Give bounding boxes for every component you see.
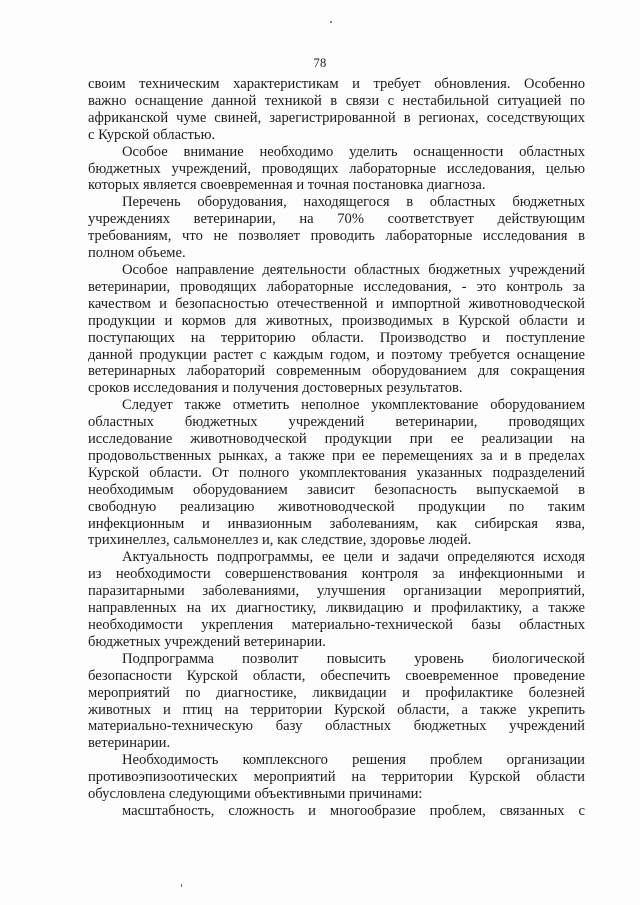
- paragraph: [88, 144, 585, 195]
- text-line: исследование животноводческой продукции при ее реализации на: [88, 431, 585, 448]
- scan-speck: [181, 884, 182, 887]
- text-line: трихинеллез, сальмонеллез и, как следствие, здоровье людей.: [88, 532, 472, 549]
- text-line: ветеринарии, проводящих лабораторные исследования, - это контроль за: [88, 278, 585, 295]
- text-line: направленных на их диагностику, ликвидацию и профилактику, а также: [88, 600, 585, 617]
- text-line: Актуальность подпрограммы, ее цели и задачи определяются исходя: [122, 549, 585, 566]
- text-line: продукции и кормов для животных, производимых в Курской области и: [88, 312, 585, 329]
- text-line: обусловлена следующими объективными причинами:: [88, 786, 423, 803]
- text-line: Перечень оборудования, находящегося в областных бюджетных: [122, 194, 585, 211]
- paragraph: [88, 549, 585, 650]
- text-line: материально-техническую базу областных бюджетных учреждений: [88, 718, 585, 735]
- text-line: паразитарными заболеваниями, улучшения организации мероприятий,: [88, 583, 585, 600]
- text-line: учреждениях ветеринарии, на 70% соответствует действующим: [88, 211, 585, 228]
- text-line: масштабность, сложность и многообразие проблем, связанных с: [122, 802, 585, 819]
- paragraph: [88, 194, 585, 262]
- text-line: Следует также отметить неполное укомплектование оборудованием: [122, 397, 585, 414]
- paragraph: [88, 803, 585, 820]
- text-line: бюджетных учреждений, проводящих лабораторные исследования, целью: [88, 160, 585, 177]
- paragraph: [88, 262, 585, 397]
- text-line: важно оснащение данной техникой в связи с нестабильной ситуацией по: [88, 92, 585, 109]
- scan-speck: [330, 21, 332, 23]
- text-line: Необходимость комплексного решения проблем организации: [122, 752, 585, 769]
- text-line: продовольственных рынках, а также при ее перемещениях за и в пределах: [88, 447, 585, 464]
- text-line: из необходимости совершенствования контроля за инфекционными и: [88, 566, 585, 583]
- text-line: поступающих на территорию области. Производство и поступление: [88, 329, 585, 346]
- text-line: Подпрограмма позволит повысить уровень биологической: [122, 650, 585, 667]
- text-line: противоэпизоотических мероприятий на территории Курской области: [88, 769, 585, 786]
- text-line: ветеринарных лабораторий современным оборудованием для сокращения: [88, 363, 585, 380]
- text-line: необходимости укрепления материально-технической базы областных: [88, 617, 585, 633]
- paragraph: [88, 651, 585, 752]
- text-line: требованиям, что не позволяет проводить лабораторные исследования в: [88, 228, 585, 245]
- text-line: свободную реализацию животноводческой продукции по таким: [88, 498, 585, 515]
- text-line: которых является своевременная и точная постановка диагноза.: [88, 177, 486, 194]
- text-line: сроков исследования и получения достоверных результатов.: [88, 380, 463, 397]
- text-line: мероприятий по диагностике, ликвидации и профилактике болезней: [88, 684, 585, 701]
- paragraph: [88, 76, 585, 144]
- paragraph: [88, 752, 585, 803]
- text-line: инфекционным и инвазионным заболеваниям, как сибирская язва,: [88, 515, 585, 532]
- text-line: Курской области. От полного укомплектования указанных подразделений: [88, 464, 585, 481]
- text-line: полном объеме.: [88, 245, 186, 262]
- page-number: 78: [313, 56, 327, 70]
- text-line: ветеринарии.: [88, 735, 171, 752]
- paragraph: [88, 397, 585, 549]
- text-line: необходимым оборудованием зависит безопасность выпускаемой в: [88, 481, 585, 498]
- text-line: африканской чуме свиней, зарегистрированной в регионах, соседствующих: [88, 109, 585, 126]
- text-line: безопасности Курской области, обеспечить своевременное проведение: [88, 667, 585, 684]
- text-line: данной продукции растет с каждым годом, и поэтому требуется оснащение: [88, 346, 585, 363]
- text-line: бюджетных учреждений ветеринарии.: [88, 633, 326, 650]
- text-line: Особое направление деятельности областных бюджетных учреждений: [122, 261, 585, 278]
- text-line: своим техническим характеристикам и требует обновления. Особенно: [88, 76, 585, 92]
- text-line: с Курской областью.: [88, 126, 216, 143]
- text-line: качеством и безопасностью отечественной и импортной животноводческой: [88, 295, 585, 312]
- text-line: Особое внимание необходимо уделить оснащенности областных: [122, 143, 585, 160]
- text-line: областных бюджетных учреждений ветеринарии, проводящих: [88, 414, 585, 431]
- document-body: [88, 76, 585, 820]
- text-line: животных и птиц на территории Курской области, а также укрепить: [88, 701, 585, 718]
